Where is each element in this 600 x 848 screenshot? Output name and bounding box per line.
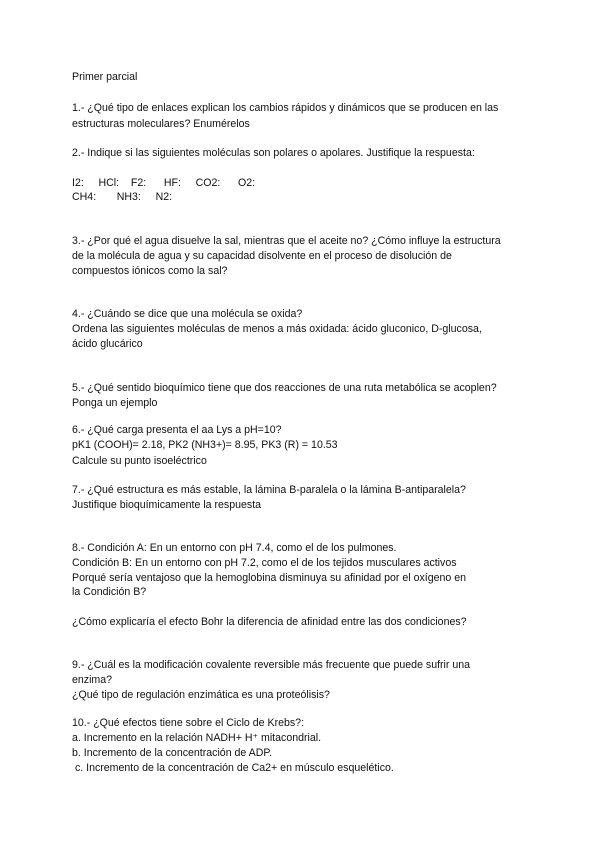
question-3-line-1: 3.- ¿Por qué el agua disuelve la sal, mientras que el aceite no? ¿Cómo influye la estructura (72, 235, 501, 247)
question-9-line-3: ¿Qué tipo de regulación enzimática es una proteólisis? (72, 689, 330, 701)
question-3-line-2: de la molécula de agua y su capacidad disolvente en el proceso de disolución de (72, 250, 452, 262)
question-9-line-1: 9.- ¿Cuál es la modificación covalente reversible más frecuente que puede sufrir una (72, 659, 471, 671)
question-8-bohr-question: ¿Cómo explicaría el efecto Bohr la diferencia de afinidad entre las dos condiciones? (72, 616, 467, 628)
document-title: Primer parcial (72, 71, 138, 83)
question-3-line-3: compuestos iónicos como la sal? (72, 265, 228, 277)
question-2-molecules-row-2: CH4: NH3: N2: (72, 191, 173, 203)
question-9-line-2: enzima? (72, 674, 113, 686)
question-1-line-1: 1.- ¿Qué tipo de enlaces explican los cambios rápidos y dinámicos que se producen en las (72, 102, 499, 114)
question-10-option-b: b. Incremento de la concentración de ADP. (72, 747, 273, 759)
question-8-condition-b: Condición B: En un entorno con pH 7.2, como el de los tejidos musculares activos (72, 557, 457, 569)
question-10-option-a: a. Incremento en la relación NADH+ H⁺ mitacondrial. (72, 732, 322, 744)
question-8-condition-a: 8.- Condición A: En un entorno con pH 7.4, como el de los pulmones. (72, 542, 397, 554)
question-6-line-1: 6.- ¿Qué carga presenta el aa Lys a pH=10? (72, 424, 282, 436)
question-6-line-3: Calcule su punto isoeléctrico (72, 455, 207, 467)
question-5-line-2: Ponga un ejemplo (72, 397, 158, 409)
question-10-line-1: 10.- ¿Qué efectos tiene sobre el Ciclo de Krebs?: (72, 717, 305, 729)
question-7-line-2: Justifique bioquímicamente la respuesta (72, 499, 262, 511)
question-7-line-1: 7.- ¿Qué estructura es más estable, la lámina B-paralela o la lámina B-antiparalela? (72, 484, 466, 496)
question-5-line-1: 5.- ¿Qué sentido bioquímico tiene que dos reacciones de una ruta metabólica se acoplen? (72, 382, 497, 394)
question-6-pk-values: pK1 (COOH)= 2.18, PK2 (NH3+)= 8.95, PK3 (R) = 10.53 (72, 439, 338, 451)
question-1-line-2: estructuras moleculares? Enumérelos (72, 118, 250, 130)
question-8-line-4: la Condición B? (72, 586, 147, 598)
question-10-option-c: c. Incremento de la concentración de Ca2+ en músculo esquelético. (72, 762, 394, 774)
question-2-line-1: 2.- Indique si las siguientes moléculas son polares o apolares. Justifique la respuesta: (72, 147, 475, 159)
question-4-line-2: Ordena las siguientes moléculas de menos a más oxidada: ácido gluconico, D-glucosa, (72, 323, 482, 335)
question-2-molecules-row-1: I2: HCl: F2: HF: CO2: O2: (72, 177, 256, 189)
question-4-line-1: 4.- ¿Cuándo se dice que una molécula se oxida? (72, 308, 303, 320)
question-4-line-3: ácido glucárico (72, 338, 143, 350)
question-8-line-3: Porqué sería ventajoso que la hemoglobina disminuya su afinidad por el oxígeno en (72, 572, 466, 584)
